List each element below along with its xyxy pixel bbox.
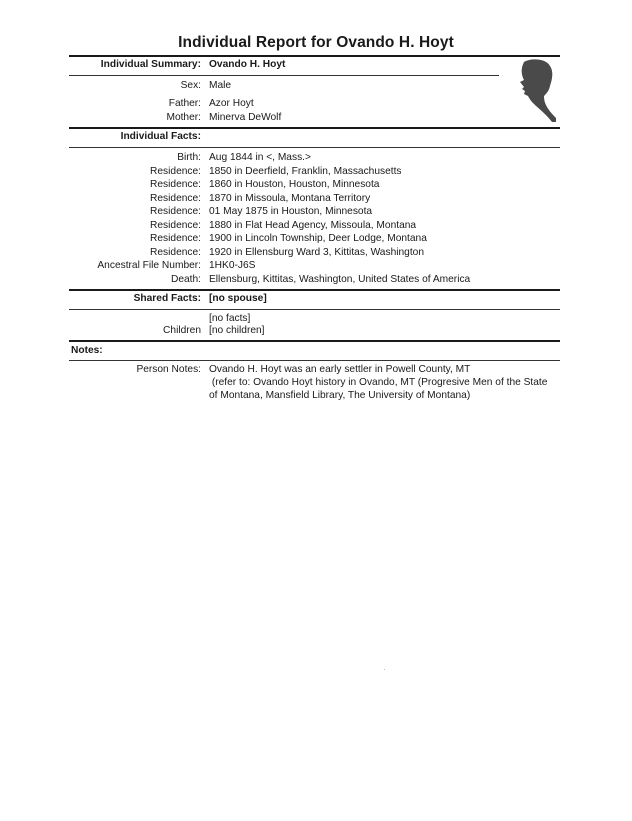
mother-value: Minerva DeWolf — [209, 112, 282, 123]
fact-value: 1870 in Missoula, Montana Territory — [209, 193, 371, 204]
fact-label: Residence: — [150, 166, 201, 177]
fact-label: Residence: — [150, 193, 201, 204]
note-line: (refer to: Ovando Hoyt history in Ovando, MT (Progresive Men of the State — [209, 377, 548, 388]
shared-underline — [69, 309, 560, 310]
fact-label: Residence: — [150, 206, 201, 217]
fact-label: Birth: — [177, 152, 201, 163]
spouse-value: [no spouse] — [209, 293, 267, 304]
shared-facts-value: [no facts] — [209, 313, 251, 324]
fact-label: Residence: — [150, 233, 201, 244]
fact-value: 1920 in Ellensburg Ward 3, Kittitas, Washington — [209, 247, 424, 258]
summary-underline — [69, 75, 499, 76]
fact-label: Residence: — [150, 220, 201, 231]
fact-label: Ancestral File Number: — [97, 260, 201, 271]
mother-label: Mother: — [166, 112, 201, 123]
shared-top-rule — [69, 289, 560, 291]
fact-value: Ellensburg, Kittitas, Washington, United States of America — [209, 274, 471, 285]
person-notes-label: Person Notes: — [136, 364, 201, 375]
facts-underline — [69, 147, 560, 148]
fact-label: Death: — [170, 274, 201, 285]
fact-value: 1900 in Lincoln Township, Deer Lodge, Montana — [209, 233, 427, 244]
facts-top-rule — [69, 127, 560, 129]
fact-label: Residence: — [150, 247, 201, 258]
summary-label: Individual Summary: — [100, 59, 201, 70]
note-line: Ovando H. Hoyt was an early settler in Powell County, MT — [209, 364, 471, 375]
scan-speck — [384, 669, 385, 670]
fact-value: 01 May 1875 in Houston, Minnesota — [209, 206, 373, 217]
report-title: Individual Report for Ovando H. Hoyt — [178, 34, 454, 51]
fact-value: Aug 1844 in <, Mass.> — [209, 152, 311, 163]
notes-top-rule — [69, 340, 560, 342]
notes-heading: Notes: — [71, 345, 103, 356]
facts-heading: Individual Facts: — [120, 131, 201, 142]
fact-value: 1860 in Houston, Houston, Minnesota — [209, 179, 380, 190]
summary-top-rule — [69, 55, 560, 57]
sex-value: Male — [209, 80, 232, 91]
shared-facts-label: Shared Facts: — [133, 293, 201, 304]
father-value: Azor Hoyt — [209, 98, 254, 109]
children-label: Children — [163, 325, 201, 336]
father-label: Father: — [168, 98, 201, 109]
notes-underline — [69, 360, 560, 361]
sex-label: Sex: — [180, 80, 201, 91]
person-silhouette-icon — [510, 58, 558, 122]
person-name: Ovando H. Hoyt — [209, 59, 286, 70]
fact-label: Residence: — [150, 179, 201, 190]
note-line: of Montana, Mansfield Library, The University of Montana) — [209, 390, 471, 401]
fact-value: 1850 in Deerfield, Franklin, Massachusetts — [209, 166, 402, 177]
fact-value: 1880 in Flat Head Agency, Missoula, Montana — [209, 220, 417, 231]
fact-value: 1HK0-J6S — [209, 260, 256, 271]
children-value: [no children] — [209, 325, 265, 336]
